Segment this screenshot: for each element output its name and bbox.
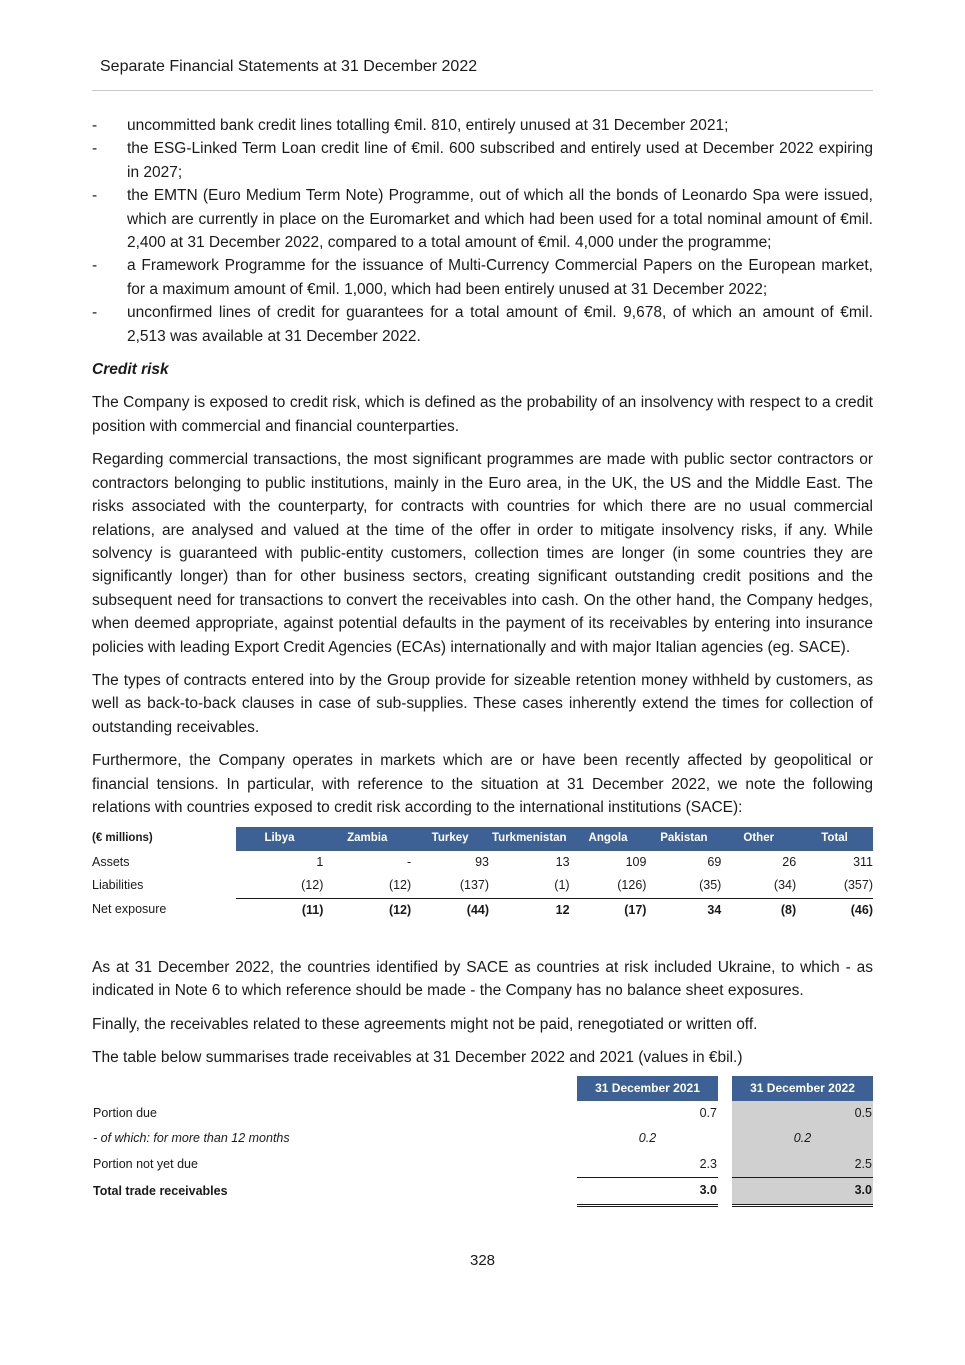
paragraph: Furthermore, the Company operates in markets which are or have been recently affected by geopolitical or financial tensions. In particular, with reference to the situation at 31 December 2022, we note the following relations with countries exposed to credit risk according to the international institutions (SACE): <box>92 752 873 816</box>
table-cell: 93 <box>475 854 490 869</box>
page-body <box>92 114 873 1207</box>
spacer-cell <box>718 1152 732 1178</box>
table-cell: 1 <box>316 854 324 869</box>
table-row <box>92 1101 873 1126</box>
column-header: Other <box>721 827 796 850</box>
column-header: Total <box>796 827 873 850</box>
column-header: 31 December 2022 <box>732 1076 873 1101</box>
list-item <box>92 184 873 254</box>
column-header: Pakistan <box>646 827 721 850</box>
row-label: Portion not yet due <box>93 1157 198 1172</box>
list-item-text: unconfirmed lines of credit for guarantees for a total amount of €mil. 9,678, of which an amount of €mil. 2,513 was available at 31 December 2022. <box>127 304 873 345</box>
spacer-cell <box>718 1101 732 1126</box>
section-heading: Credit risk <box>92 361 169 379</box>
table-cell: (11) <box>236 898 324 922</box>
list-item <box>92 114 873 137</box>
table-header-row <box>92 1076 873 1101</box>
table-cell: (12) <box>301 878 324 893</box>
table-cell: 13 <box>555 854 570 869</box>
row-label: Net exposure <box>92 902 167 917</box>
list-item <box>92 254 873 301</box>
bullet-dash: - <box>92 304 98 322</box>
paragraph: Finally, the receivables related to these agreements might not be paid, renegotiated or written off. <box>92 1015 758 1033</box>
header-divider <box>92 90 873 91</box>
table-cell: 12 <box>489 898 570 922</box>
bullet-dash: - <box>92 187 98 205</box>
row-label: Portion due <box>93 1106 157 1121</box>
list-item <box>92 137 873 184</box>
table-cell: 0.2 <box>638 1131 657 1146</box>
bullet-dash: - <box>92 140 98 158</box>
table-cell: (357) <box>843 878 873 893</box>
table-cell: 69 <box>707 854 722 869</box>
table-cell: 26 <box>782 854 797 869</box>
table-cell: 109 <box>625 854 647 869</box>
table-cell: 0.7 <box>699 1106 717 1121</box>
table-cell: 311 <box>853 854 873 869</box>
paragraph: The types of contracts entered into by the Group provide for sizeable retention money withheld by customers, as well as back-to-back clauses in case of sub-supplies. These cases inherently extend the times for collection of outstanding receivables. <box>92 671 873 736</box>
page-number: 328 <box>469 1252 496 1269</box>
row-label: Total trade receivables <box>93 1183 228 1198</box>
row-label: Liabilities <box>92 878 144 893</box>
table-cell: (137) <box>459 878 490 893</box>
table-cell: (35) <box>699 878 722 893</box>
column-header: 31 December 2021 <box>577 1076 718 1101</box>
table-row <box>92 898 873 922</box>
table-cell: (126) <box>617 878 647 893</box>
paragraph: Regarding commercial transactions, the most significant programmes are made with public sector contractors or contractors belonging to public institutions, mainly in the Euro area, in the UK, the US and the Middle East. The risks associated with the counterparty, for contracts with countries for which there are no usual commercial relations, are analysed and valued at the time of the offer in order to mitigate insolvency risks, if any. While solvency is guaranteed with public-entity customers, collection times are longer (in some countries they are significantly longer) than for other business sectors, creating significant outstanding credit positions and the subsequent need for transactions to convert the receivables into cash. On the other hand, the Company hedges, when deemed appropriate, against potential defaults in the payment of its receivables by entering into insurance policies with leading Export Credit Agencies (ECAs) internationally and with major Italian agencies (eg. SACE). <box>92 451 873 656</box>
table-cell: 34 <box>646 898 721 922</box>
bullet-dash: - <box>92 117 98 134</box>
table-row <box>92 1152 873 1178</box>
credit-lines-list <box>92 114 873 348</box>
row-label: Assets <box>92 854 130 869</box>
table-cell: (46) <box>796 898 873 922</box>
spacer-cell <box>718 1076 732 1101</box>
table-cell: 2.3 <box>699 1156 717 1171</box>
table-cell: 3.0 <box>732 1178 873 1205</box>
list-item-text: uncommitted bank credit lines totalling €mil. 810, entirely unused at 31 December 2021; <box>127 117 729 134</box>
table-cell: - <box>407 854 412 869</box>
table-cell: (34) <box>773 878 797 893</box>
table-cell: (12) <box>388 878 412 893</box>
paragraph: The Company is exposed to credit risk, which is defined as the probability of an insolvency with respect to a credit position with commercial and financial counterparties. <box>92 394 873 435</box>
list-item <box>92 301 873 348</box>
table-cell: (8) <box>721 898 796 922</box>
table-cell: 0.2 <box>732 1126 873 1151</box>
column-header: Turkmenistan <box>489 827 570 850</box>
spacer-cell <box>718 1126 732 1151</box>
table-cell: 0.5 <box>732 1101 873 1126</box>
paragraph: As at 31 December 2022, the countries identified by SACE as countries at risk included Ukraine, to which - as indicated in Note 6 to which reference should be made - the Company has no balance sheet exposures. <box>92 959 873 1000</box>
page-header-title: Separate Financial Statements at 31 December 2022 <box>100 58 478 75</box>
empty-header-cell <box>92 1076 577 1101</box>
table-row <box>92 874 873 898</box>
table-header-row <box>92 827 873 850</box>
country-exposure-table <box>92 827 873 922</box>
table-row <box>92 1178 873 1205</box>
unit-label: (€ millions) <box>92 827 236 850</box>
row-label: - of which: for more than 12 months <box>93 1131 290 1146</box>
paragraph: The table below summarises trade receivables at 31 December 2022 and 2021 (values in €bil.) <box>92 1049 743 1067</box>
table-cell: (12) <box>323 898 411 922</box>
spacer-cell <box>718 1178 732 1205</box>
table-cell: (17) <box>570 898 647 922</box>
column-header: Libya <box>236 827 324 850</box>
table-row <box>92 851 873 874</box>
column-header: Turkey <box>411 827 489 850</box>
table-cell: 3.0 <box>577 1178 718 1205</box>
table-cell: 2.5 <box>732 1152 873 1178</box>
trade-receivables-table <box>92 1076 873 1207</box>
column-header: Zambia <box>323 827 411 850</box>
list-item-text: the ESG-Linked Term Loan credit line of €mil. 600 subscribed and entirely used at December 2022 expiring in 2027; <box>127 140 873 181</box>
column-header: Angola <box>570 827 647 850</box>
bullet-dash: - <box>92 257 98 275</box>
table-row <box>92 1126 873 1151</box>
table-cell: (1) <box>554 878 570 893</box>
list-item-text: a Framework Programme for the issuance of Multi-Currency Commercial Papers on the European market, for a maximum amount of €mil. 1,000, which had been entirely unused at 31 December 2022; <box>127 257 873 298</box>
table-cell: (44) <box>411 898 489 922</box>
list-item-text: the EMTN (Euro Medium Term Note) Programme, out of which all the bonds of Leonardo Spa were issued, which are currently in place on the Euromarket and which had been used for a total nominal amount of €mil. 2,400 at 31 December 2022, compared to a total amount of €mil. 4,000 under the programme; <box>127 187 873 252</box>
